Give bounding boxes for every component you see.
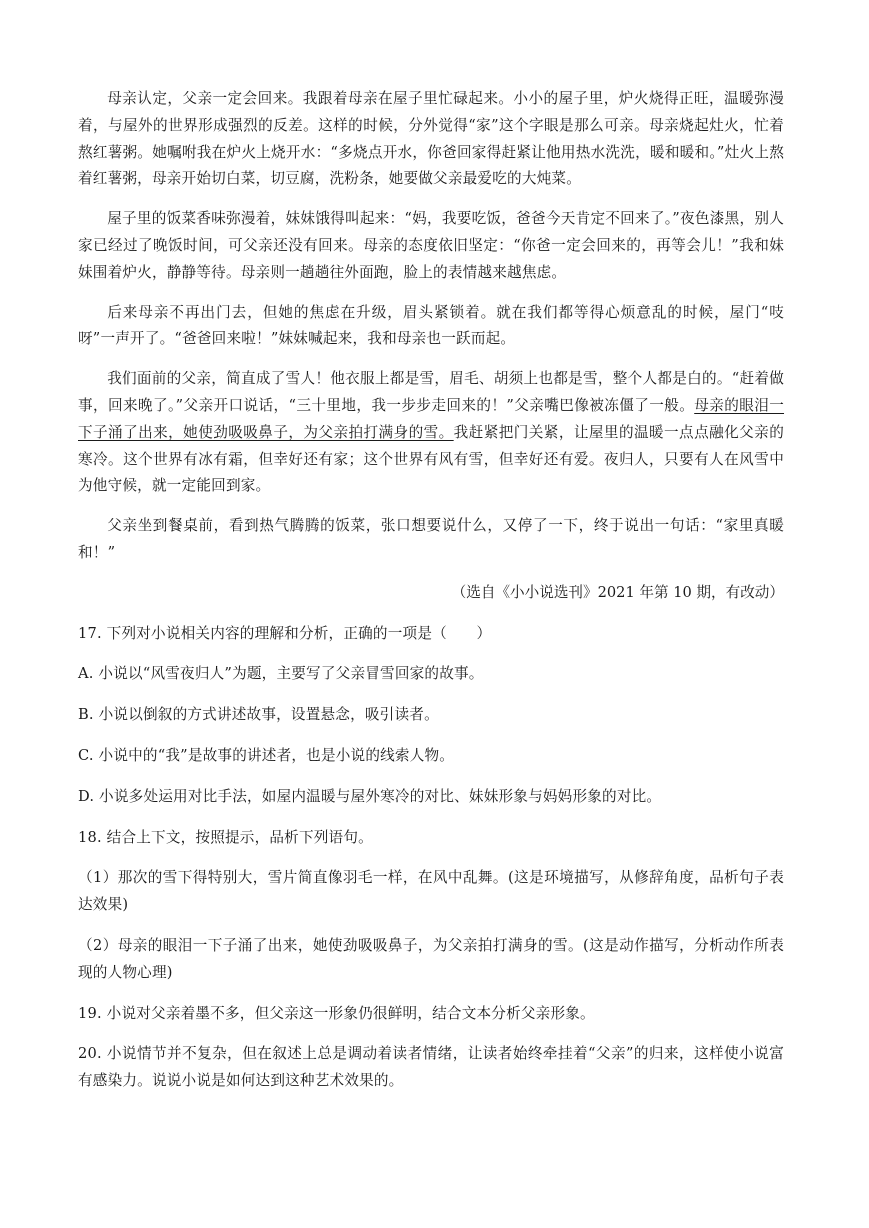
question-20-stem: 20. 小说情节并不复杂，但在叙述上总是调动着读者情绪，让读者始终牵挂着“父亲”的归来，这样使小说富有感染力。说说小说是如何达到这种艺术效果的。 [78,1045,784,1090]
question-18-sub-2: （2）母亲的眼泪一下子涌了出来，她使劲吸吸鼻子，为父亲拍打满身的雪。(这是动作描写，分析动作所表现的人物心理) [78,936,784,981]
underlined-sentence: 母亲的眼泪一下子涌了出来，她使劲吸吸鼻子，为父亲拍打满身的雪。 [78,396,785,441]
question-17-option-a: A. 小说以“风雪夜归人”为题，主要写了父亲冒雪回家的故事。 [78,665,484,683]
passage-paragraph-4-text-before: 我们面前的父亲，简直成了雪人！他衣服上都是雪，眉毛、胡须上也都是雪，整个人都是白的。“赶着做事，回来晚了。”父亲开口说话，“三十里地，我一步步走回来的！”父亲嘴巴像被冻僵了一般。 [78,370,784,414]
source-citation: （选自《小小说选刊》2021 年第 10 期，有改动） [451,583,784,601]
question-17-option-c: C. 小说中的“我”是故事的讲述者，也是小说的线索人物。 [78,746,455,764]
passage-paragraph-4-text-after: 我赶紧把门关紧，让屋里的温暖一点点融化父亲的寒冷。这个世界有冰有霜，但幸好还有家；这个世界有风有雪，但幸好还有爱。夜归人，只要有人在风雪中为他守候，就一定能回到家。 [78,423,784,495]
passage-paragraph-3: 后来母亲不再出门去，但她的焦虑在升级，眉头紧锁着。就在我们都等得心烦意乱的时候，屋门“吱呀”一声开了。“爸爸回来啦！”妹妹喊起来，我和母亲也一跃而起。 [78,303,784,348]
question-18-stem: 18. 结合上下文，按照提示，品析下列语句。 [78,828,373,846]
question-18-sub-1: （1）那次的雪下得特别大，雪片简直像羽毛一样，在风中乱舞。(这是环境描写，从修辞角度，品析句子表达效果) [78,869,784,914]
question-17-option-b: B. 小说以倒叙的方式讲述故事，设置悬念，吸引读者。 [78,706,439,724]
question-17-stem: 17. 下列对小说相关内容的理解和分析，正确的一项是（ ） [78,624,492,642]
passage-paragraph-2: 屋子里的饭菜香味弥漫着，妹妹饿得叫起来：“妈，我要吃饭，爸爸今天肯定不回来了。”夜色漆黑，别人家已经过了晚饭时间，可父亲还没有回来。母亲的态度依旧坚定：“你爸一定会回来的，再等会儿！”我和妹妹围着炉火，静静等待。母亲则一趟趟往外面跑，脸上的表情越来越焦虑。 [78,210,784,281]
question-17-option-d: D. 小说多处运用对比手法，如屋内温暖与屋外寒冷的对比、妹妹形象与妈妈形象的对比。 [78,787,662,805]
question-19-stem: 19. 小说对父亲着墨不多，但父亲这一形象仍很鲜明，结合文本分析父亲形象。 [78,1004,595,1022]
passage-paragraph-4 [78,366,784,500]
passage-paragraph-5: 父亲坐到餐桌前，看到热气腾腾的饭菜，张口想要说什么，又停了一下，终于说出一句话：“家里真暖和！” [78,517,784,561]
document-content [78,86,784,1109]
passage-paragraph-1: 母亲认定，父亲一定会回来。我跟着母亲在屋子里忙碌起来。小小的屋子里，炉火烧得正旺，温暖弥漫着，与屋外的世界形成强烈的反差。这样的时候，分外觉得“家”这个字眼是那么可亲。母亲烧起灶火，忙着熬红薯粥。她嘱咐我在炉火上烧开水：“多烧点开水，你爸回家得赶紧让他用热水洗洗，暖和暖和。”灶火上熬着红薯粥，母亲开始切白菜，切豆腐，洗粉条，她要做父亲最爱吃的大炖菜。 [78,90,784,188]
